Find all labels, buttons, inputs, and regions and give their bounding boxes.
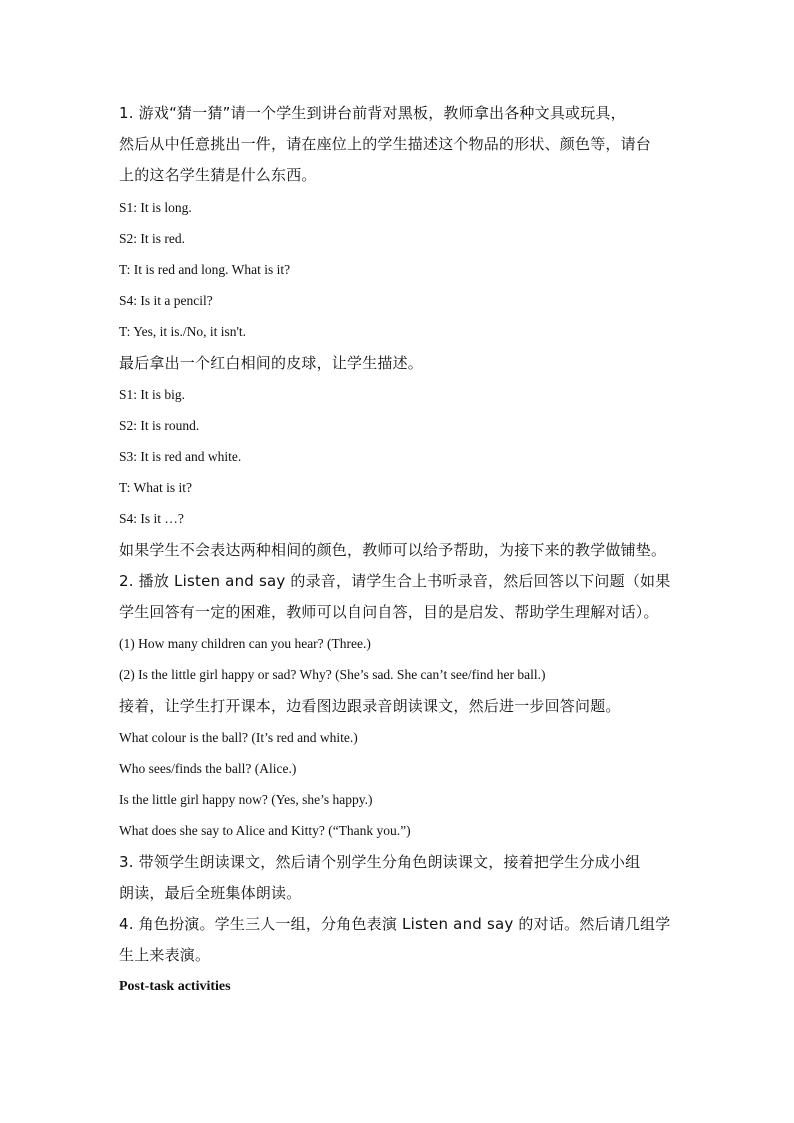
question-line: (2) Is the little girl happy or sad? Why? (She’s sad. She can’t see/find her ball.) xyxy=(119,667,546,683)
paragraph-line: 然后从中任意挑出一件，请在座位上的学生描述这个物品的形状、颜色等，请台 xyxy=(119,135,652,154)
question-line: What does she say to Alice and Kitty? (“Thank you.”) xyxy=(119,823,411,839)
dialogue-line: S2: It is red. xyxy=(119,230,185,246)
question-line: Is the little girl happy now? (Yes, she’s happy.) xyxy=(119,792,373,808)
paragraph-line: 1. 游戏“猜一猜”请一个学生到讲台前背对黑板，教师拿出各种文具或玩具， xyxy=(119,104,626,122)
paragraph-line: 4. 角色扮演。学生三人一组，分角色表演 Listen and say 的对话。然后请几组学 xyxy=(119,914,671,933)
dialogue-line: S4: Is it a pencil? xyxy=(119,293,213,309)
dialogue-line: S1: It is long. xyxy=(119,199,192,215)
section-heading: Post-task activities xyxy=(119,979,231,995)
dialogue-line: S3: It is red and white. xyxy=(119,449,242,465)
question-line: What colour is the ball? (It’s red and white.) xyxy=(119,729,358,745)
dialogue-line: T: Yes, it is./No, it isn't. xyxy=(119,324,247,340)
dialogue-line: T: It is red and long. What is it? xyxy=(119,261,291,277)
dialogue-line: S1: It is big. xyxy=(119,386,186,402)
paragraph-line: 3. 带领学生朗读课文，然后请个别学生分角色朗读课文，接着把学生分成小组 xyxy=(119,852,641,871)
paragraph-line: 最后拿出一个红白相间的皮球，让学生描述。 xyxy=(119,353,424,372)
paragraph-line: 学生回答有一定的困难，教师可以自问自答，目的是启发、帮助学生理解对话）。 xyxy=(119,603,659,621)
dialogue-line: S2: It is round. xyxy=(119,417,200,433)
question-line: Who sees/finds the ball? (Alice.) xyxy=(119,760,297,776)
paragraph-line: 朗读，最后全班集体朗读。 xyxy=(119,883,302,902)
document-body xyxy=(119,98,679,1002)
paragraph-line: 生上来表演。 xyxy=(119,946,211,965)
paragraph-line: 接着，让学生打开课本，边看图边跟录音朗读课文，然后进一步回答问题。 xyxy=(119,696,621,715)
paragraph-line: 上的这名学生猜是什么东西。 xyxy=(119,166,317,185)
dialogue-line: T: What is it? xyxy=(119,480,192,496)
paragraph-line: 如果学生不会表达两种相间的颜色，教师可以给予帮助，为接下来的教学做铺垫。 xyxy=(119,540,667,559)
paragraph-line: 2. 播放 Listen and say 的录音，请学生合上书听录音，然后回答以下问题（如果 xyxy=(119,571,671,590)
dialogue-line: S4: Is it …? xyxy=(119,511,184,527)
question-line: (1) How many children can you hear? (Three.) xyxy=(119,636,371,652)
